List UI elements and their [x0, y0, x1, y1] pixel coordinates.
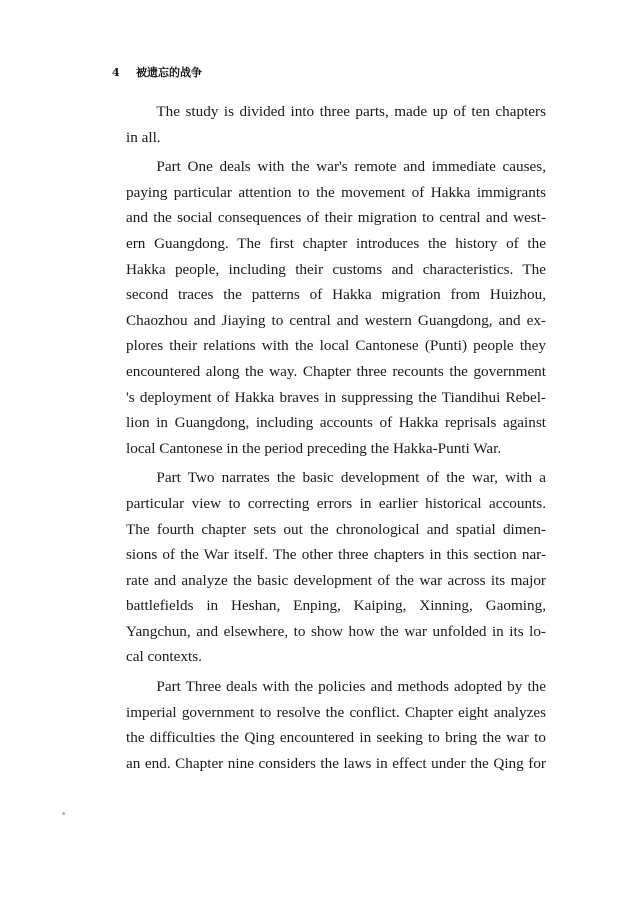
- text-line: in all.: [126, 128, 161, 146]
- body-text: [126, 99, 546, 776]
- text-line: local Cantonese in the period preceding the Hakka-Punti War.: [126, 439, 502, 457]
- text-line: paying particular attention to the movement of Hakka immigrants: [126, 183, 546, 201]
- paragraph-2: [126, 154, 546, 461]
- text-line: battlefields in Heshan, Enping, Kaiping, Xinning, Gaoming,: [126, 597, 546, 615]
- text-line: the difficulties the Qing encountered in seeking to bring the war to: [126, 729, 546, 747]
- text-line: encountered along the way. Chapter three recounts the government: [126, 362, 546, 380]
- running-header: [112, 64, 202, 80]
- text-line: rate and analyze the basic development of the war across its major: [126, 571, 546, 589]
- text-line: sions of the War itself. The other three chapters in this section nar-: [126, 546, 546, 564]
- text-line: The fourth chapter sets out the chronological and spatial dimen-: [126, 520, 546, 538]
- text-line: and the social consequences of their migration to central and west-: [126, 209, 546, 227]
- text-line: cal contexts.: [126, 648, 202, 666]
- scan-speck: [62, 812, 65, 815]
- text-line: Part Three deals with the policies and methods adopted by the: [156, 678, 546, 696]
- text-line: lion in Guangdong, including accounts of Hakka reprisals against: [126, 414, 546, 432]
- text-line: imperial government to resolve the conflict. Chapter eight analyzes: [126, 703, 546, 721]
- text-line: plores their relations with the local Cantonese (Punti) people they: [126, 337, 546, 355]
- text-line: Part One deals with the war's remote and immediate causes,: [156, 158, 546, 176]
- text-line: Yangchun, and elsewhere, to show how the war unfolded in its lo-: [126, 622, 546, 640]
- text-line: ern Guangdong. The first chapter introduces the history of the: [126, 234, 546, 252]
- paragraph-4: [126, 674, 546, 776]
- text-line: 's deployment of Hakka braves in suppressing the Tiandihui Rebel-: [126, 388, 546, 406]
- paragraph-3: [126, 465, 546, 670]
- text-line: Chaozhou and Jiaying to central and western Guangdong, and ex-: [126, 311, 546, 329]
- text-line: The study is divided into three parts, made up of ten chapters: [156, 103, 546, 120]
- text-line: an end. Chapter nine considers the laws in effect under the Qing for: [126, 754, 546, 772]
- text-line: second traces the patterns of Hakka migration from Huizhou,: [126, 286, 546, 304]
- text-line: particular view to correcting errors in earlier historical accounts.: [126, 494, 546, 512]
- text-line: Part Two narrates the basic development of the war, with a: [156, 469, 546, 487]
- page-number: 4: [112, 66, 120, 79]
- text-line: Hakka people, including their customs and characteristics. The: [126, 260, 546, 278]
- running-title: 被遗忘的战争: [136, 66, 202, 79]
- paragraph-1: [126, 99, 546, 150]
